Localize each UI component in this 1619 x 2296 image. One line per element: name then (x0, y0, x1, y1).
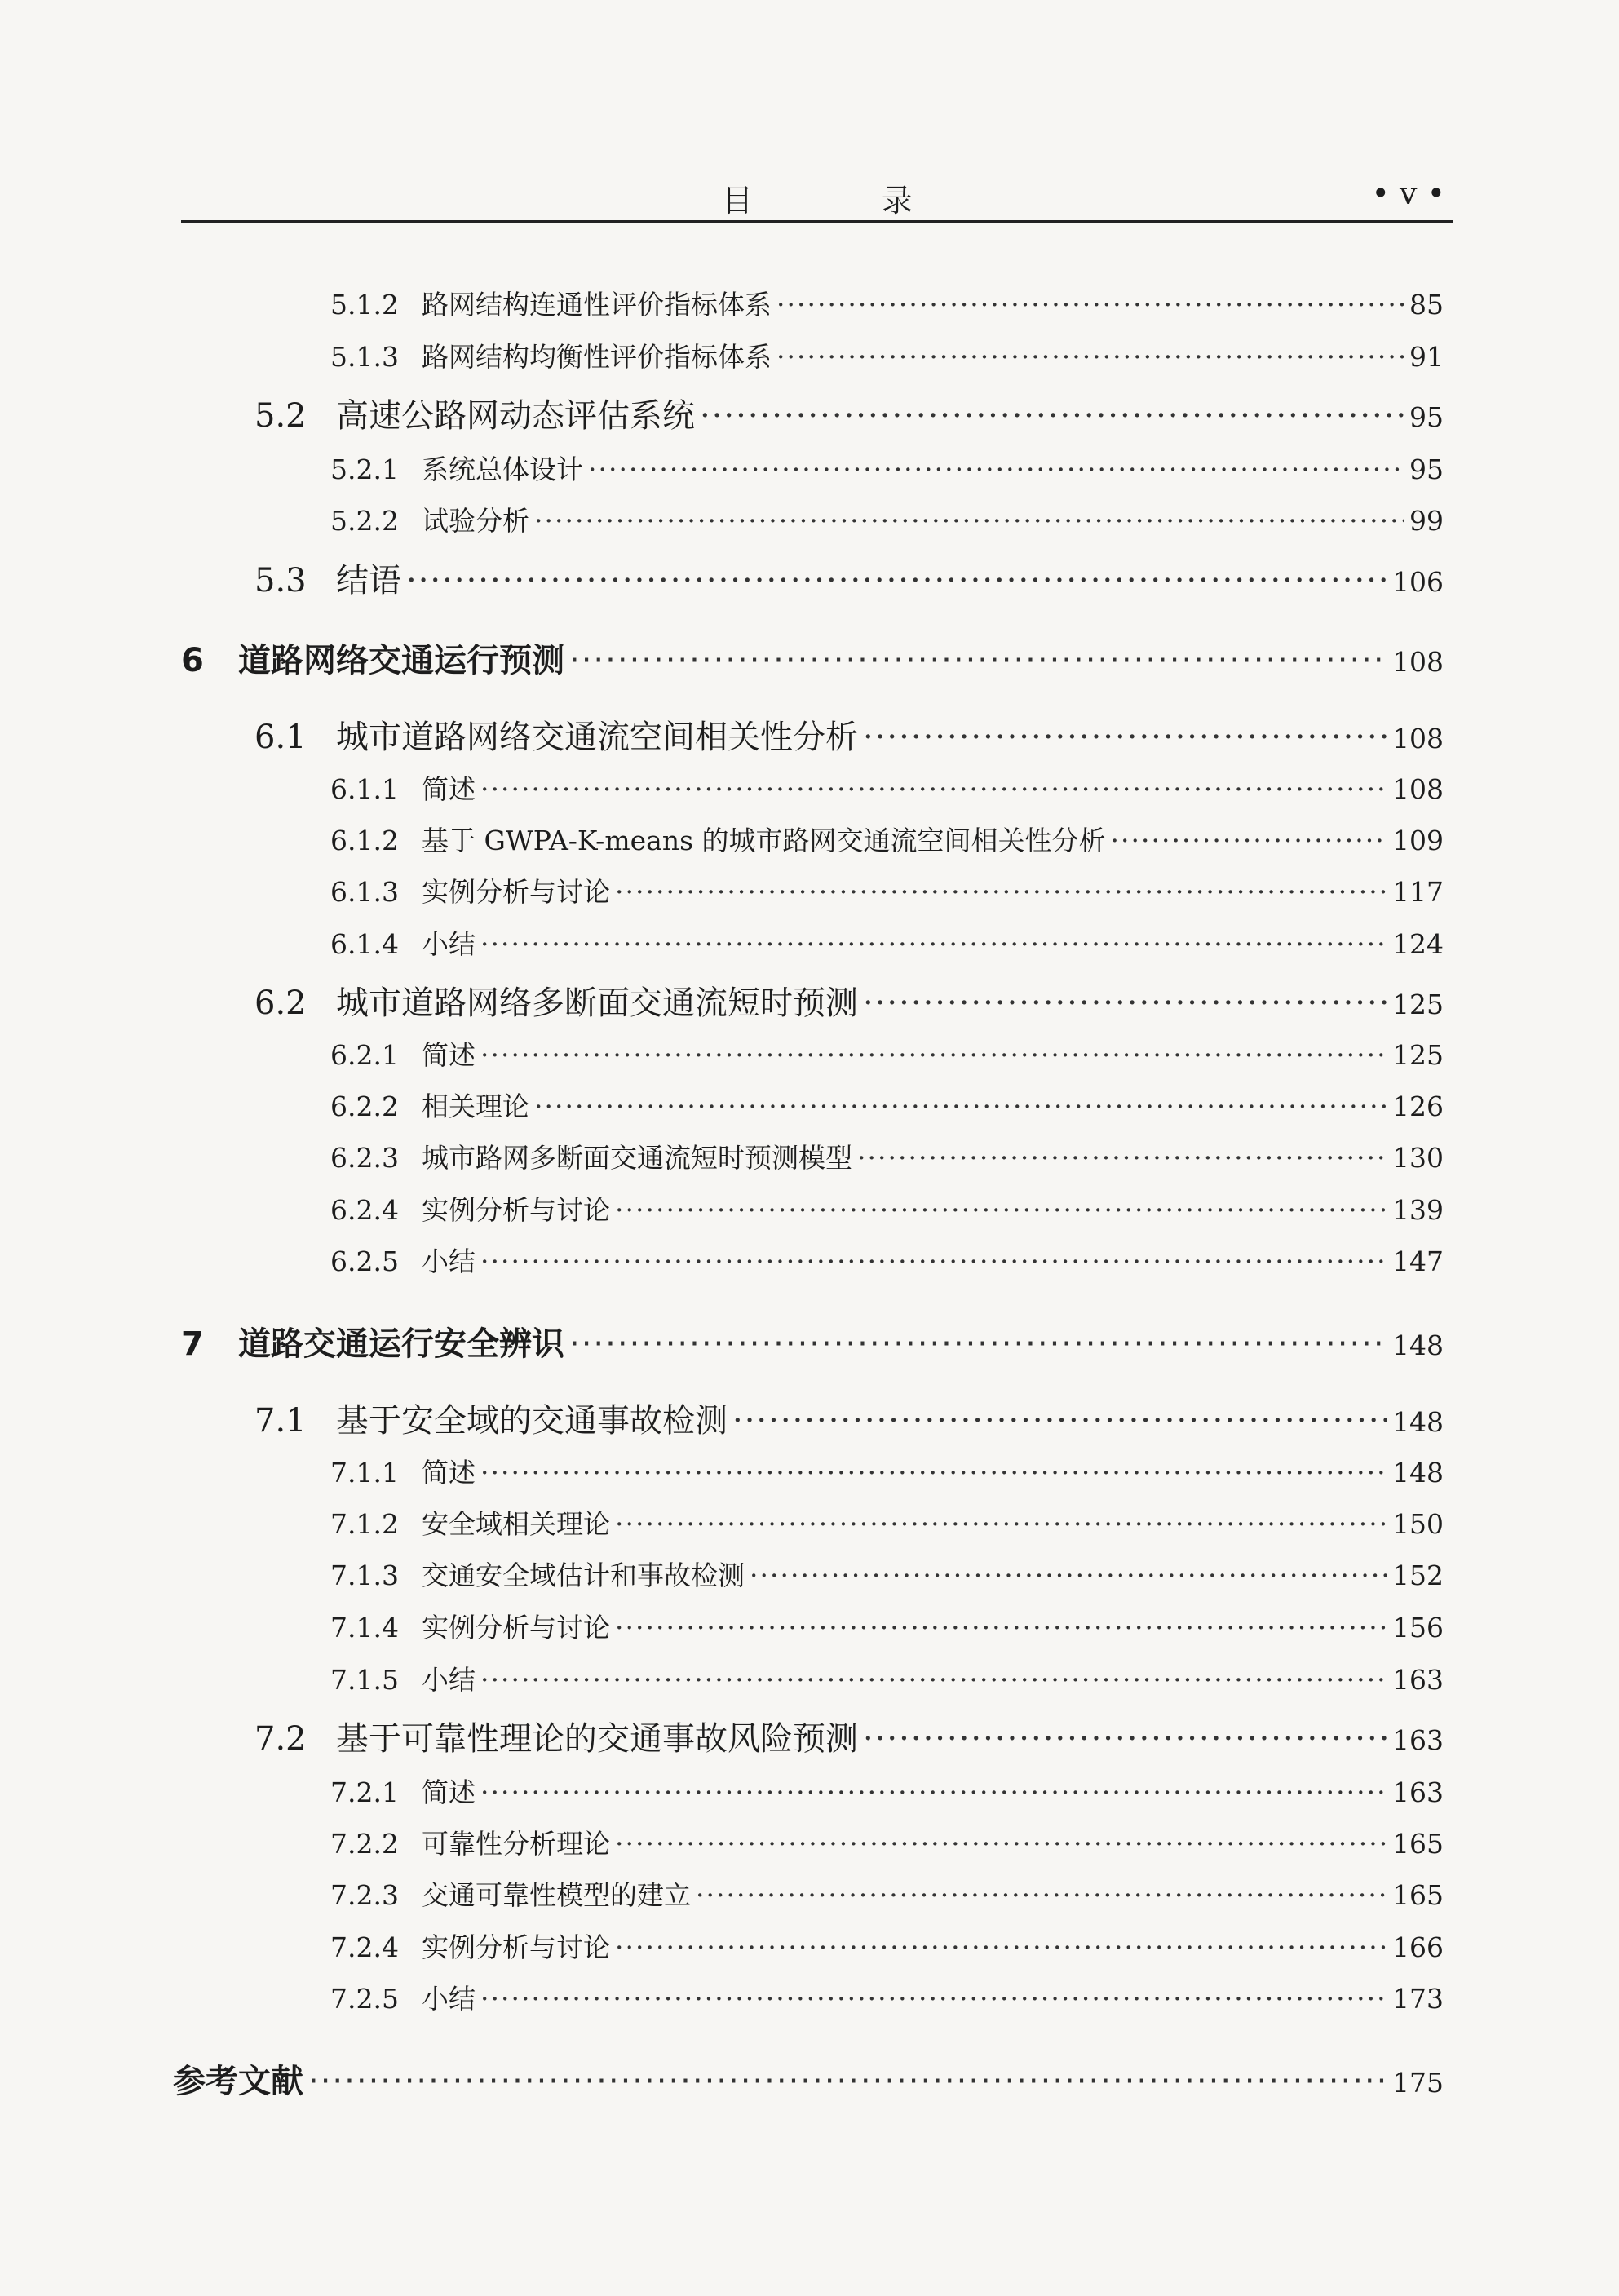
toc-page: 106 (1392, 566, 1444, 598)
dot-leader (615, 1828, 1387, 1860)
toc-page: 148 (1392, 1457, 1444, 1489)
toc-title: 小结 (422, 1245, 476, 1277)
toc-number: 7.2.4 (330, 1931, 399, 1963)
toc-entry[interactable] (254, 390, 1444, 436)
toc-page: 108 (1392, 646, 1444, 678)
dot-leader (308, 2063, 1387, 2100)
toc-number: 7.2 (254, 1720, 307, 1758)
toc-page: 163 (1392, 1664, 1444, 1696)
dot-leader (615, 1931, 1387, 1963)
dot-leader (480, 1664, 1387, 1696)
toc-title: 高速公路网动态评估系统 (336, 397, 695, 435)
toc-page: 156 (1392, 1612, 1444, 1643)
toc-title: 实例分析与讨论 (422, 876, 610, 908)
toc-entry[interactable] (330, 500, 1444, 538)
dot-leader (480, 1245, 1387, 1277)
toc-number: 6.2.1 (330, 1039, 399, 1071)
toc-title: 可靠性分析理论 (422, 1828, 610, 1860)
toc-title: 实例分析与讨论 (422, 1931, 610, 1963)
toc-number: 6.2 (254, 984, 307, 1022)
toc-title: 参考文献 (173, 2063, 303, 2100)
toc-page: 85 (1409, 289, 1444, 321)
toc-page: 163 (1392, 1776, 1444, 1808)
toc-page: 108 (1392, 773, 1444, 805)
toc-entry[interactable] (330, 768, 1444, 807)
toc-entry[interactable] (330, 1086, 1444, 1124)
toc-title: 小结 (422, 928, 476, 960)
toc-page: 91 (1409, 341, 1444, 373)
toc-entry[interactable] (330, 1452, 1444, 1490)
toc-page: 95 (1409, 453, 1444, 485)
toc-page: 166 (1392, 1931, 1444, 1963)
toc-number: 7.1.1 (330, 1457, 399, 1489)
toc-page: 165 (1392, 1828, 1444, 1860)
toc-number: 7.1 (254, 1402, 307, 1440)
toc-title: 路网结构连通性评价指标体系 (422, 289, 772, 321)
toc-entry[interactable] (330, 1137, 1444, 1175)
toc-page: 130 (1392, 1142, 1444, 1174)
toc-number: 6.2.2 (330, 1090, 399, 1122)
running-head (181, 167, 1453, 224)
toc-number: 7.1.2 (330, 1508, 399, 1540)
dot-leader (700, 397, 1404, 435)
toc-entry[interactable] (330, 1189, 1444, 1228)
dot-leader (776, 341, 1404, 373)
dot-leader (615, 876, 1387, 908)
toc-title: 简述 (422, 773, 476, 805)
toc-title: 基于 GWPA-K-means 的城市路网交通流空间相关性分析 (422, 825, 1106, 856)
toc-page: 163 (1392, 1724, 1444, 1756)
toc-number: 5.3 (254, 562, 307, 599)
toc-entry[interactable] (254, 555, 1444, 601)
toc-page: 148 (1392, 1406, 1444, 1438)
dot-leader (534, 505, 1404, 537)
dot-leader (480, 1457, 1387, 1489)
dot-leader (857, 1142, 1387, 1174)
toc-number: 6.2.3 (330, 1142, 399, 1174)
toc-number: 6.1.4 (330, 928, 399, 960)
toc-title: 小结 (422, 1983, 476, 2015)
toc-page: 95 (1409, 401, 1444, 433)
toc-entry[interactable] (330, 1034, 1444, 1073)
dot-leader (696, 1879, 1387, 1911)
toc-number: 7.1.4 (330, 1612, 399, 1643)
toc-number: 7.2.1 (330, 1776, 399, 1808)
toc-number: 6 (181, 642, 204, 679)
toc-entry[interactable] (330, 1659, 1444, 1697)
toc-chapter-entry[interactable] (181, 1318, 1444, 1365)
toc-number: 6.1.1 (330, 773, 399, 805)
toc-title: 试验分析 (422, 505, 529, 537)
toc-page: 125 (1392, 1039, 1444, 1071)
toc-page: 139 (1392, 1194, 1444, 1226)
toc-title: 城市路网多断面交通流短时预测模型 (422, 1142, 852, 1174)
toc-page: 117 (1392, 876, 1444, 908)
toc-number: 6.1 (254, 719, 307, 756)
toc-title: 交通安全域估计和事故检测 (422, 1559, 745, 1591)
dot-leader (480, 1039, 1387, 1071)
toc-title: 路网结构均衡性评价指标体系 (422, 341, 772, 373)
toc-title: 道路交通运行安全辨识 (238, 1325, 564, 1363)
toc-page: 152 (1392, 1559, 1444, 1591)
dot-leader (615, 1508, 1387, 1540)
dot-leader (615, 1194, 1387, 1226)
dot-leader (480, 773, 1387, 805)
toc-entry[interactable] (330, 1874, 1444, 1913)
toc-title: 城市道路网络多断面交通流短时预测 (336, 984, 858, 1022)
dot-leader (569, 642, 1387, 679)
toc-page: 148 (1392, 1329, 1444, 1361)
toc-title: 城市道路网络交通流空间相关性分析 (336, 719, 858, 756)
dot-leader (615, 1612, 1387, 1643)
toc-title: 基于可靠性理论的交通事故风险预测 (336, 1720, 858, 1758)
dot-leader (406, 562, 1387, 599)
toc-title: 结语 (336, 562, 401, 599)
toc-number: 6.2.4 (330, 1194, 399, 1226)
toc-number: 7 (181, 1325, 204, 1363)
toc-entry[interactable] (254, 711, 1444, 758)
toc-entry[interactable] (330, 1241, 1444, 1279)
toc-entry[interactable] (254, 977, 1444, 1024)
toc-number: 7.1.3 (330, 1559, 399, 1591)
toc-number: 7.2.2 (330, 1828, 399, 1860)
dot-leader (480, 1983, 1387, 2015)
toc-entry[interactable] (330, 923, 1444, 962)
toc-page: 175 (1392, 2067, 1444, 2099)
toc-title: 实例分析与讨论 (422, 1612, 610, 1643)
toc-entry[interactable] (254, 1395, 1444, 1441)
toc-number: 7.1.5 (330, 1664, 399, 1696)
toc-title: 相关理论 (422, 1090, 529, 1122)
dot-leader (569, 1325, 1387, 1363)
running-title: 目 录 (721, 183, 962, 219)
toc-number: 5.2.1 (330, 453, 399, 485)
toc-number: 6.1.2 (330, 825, 399, 856)
toc-page: 125 (1392, 989, 1444, 1020)
toc-page: 147 (1392, 1245, 1444, 1277)
toc-page: 124 (1392, 928, 1444, 960)
toc-number: 7.2.5 (330, 1983, 399, 2015)
toc-page: 150 (1392, 1508, 1444, 1540)
dot-leader (863, 984, 1387, 1022)
toc-page: 126 (1392, 1090, 1444, 1122)
toc-references-entry[interactable] (173, 2055, 1444, 2102)
toc-number: 6.1.3 (330, 876, 399, 908)
toc-number: 5.2.2 (330, 505, 399, 537)
toc-number: 7.2.3 (330, 1879, 399, 1911)
toc-title: 基于安全域的交通事故检测 (336, 1402, 728, 1440)
toc-page: 173 (1392, 1983, 1444, 2015)
toc-title: 小结 (422, 1664, 476, 1696)
toc-entry[interactable] (330, 1772, 1444, 1810)
toc-chapter-entry[interactable] (181, 635, 1444, 681)
dot-leader (480, 928, 1387, 960)
toc-title: 简述 (422, 1457, 476, 1489)
dot-leader (588, 453, 1404, 485)
dot-leader (732, 1402, 1387, 1440)
toc-entry[interactable] (330, 1607, 1444, 1645)
toc-number: 6.2.5 (330, 1245, 399, 1277)
toc-number: 5.2 (254, 397, 307, 435)
toc-page: 108 (1392, 723, 1444, 754)
toc-title: 道路网络交通运行预测 (238, 642, 564, 679)
toc-title: 系统总体设计 (422, 453, 583, 485)
toc-entry[interactable] (330, 871, 1444, 909)
dot-leader (750, 1559, 1387, 1591)
dot-leader (480, 1776, 1387, 1808)
toc-page: 99 (1409, 505, 1444, 537)
toc-number: 5.1.2 (330, 289, 399, 321)
toc-entry[interactable] (330, 1503, 1444, 1542)
page-folio: • v • (1371, 175, 1445, 211)
toc-number: 5.1.3 (330, 341, 399, 373)
toc-entry[interactable] (330, 1555, 1444, 1593)
toc-entry[interactable] (330, 820, 1444, 858)
dot-leader (776, 289, 1404, 321)
toc-entry[interactable] (330, 284, 1444, 322)
toc-page: 165 (1392, 1879, 1444, 1911)
dot-leader (1111, 825, 1387, 856)
toc-entry[interactable] (330, 1978, 1444, 2016)
toc-page: 109 (1392, 825, 1444, 856)
toc-entry[interactable] (330, 449, 1444, 487)
toc-title: 安全域相关理论 (422, 1508, 610, 1540)
toc-entry[interactable] (330, 1927, 1444, 1965)
dot-leader (863, 1720, 1387, 1758)
toc-title: 简述 (422, 1039, 476, 1071)
toc-entry[interactable] (330, 1823, 1444, 1861)
toc-entry[interactable] (330, 336, 1444, 374)
dot-leader (863, 719, 1387, 756)
toc-title: 简述 (422, 1776, 476, 1808)
toc-title: 交通可靠性模型的建立 (422, 1879, 691, 1911)
header-rule (181, 220, 1453, 223)
toc-entry[interactable] (254, 1713, 1444, 1759)
toc-title: 实例分析与讨论 (422, 1194, 610, 1226)
dot-leader (534, 1090, 1387, 1122)
